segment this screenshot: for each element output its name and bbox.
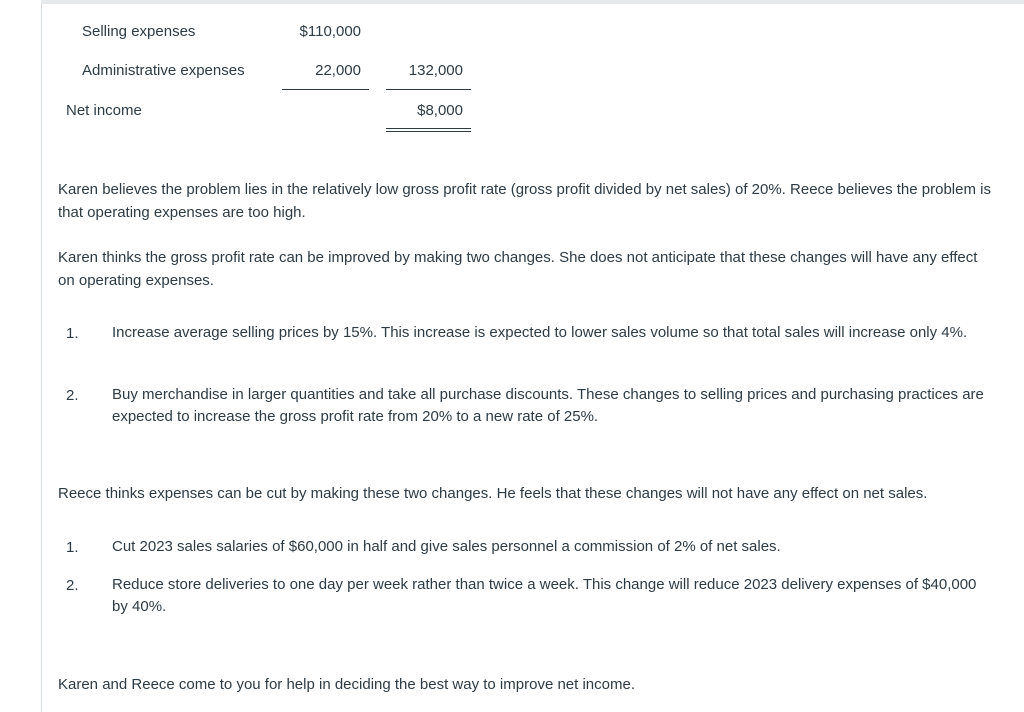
administrative-expenses-amount: 22,000: [315, 62, 361, 79]
total-operating-expenses-amount: 132,000: [408, 62, 463, 79]
content-top-border: [41, 0, 1024, 4]
closing-paragraph: Karen and Reece come to you for help in deciding the best way to improve net income.: [58, 676, 635, 693]
content-left-border: [41, 0, 42, 712]
reece-changes-intro-paragraph: Reece thinks expenses can be cut by making these two changes. He feels that these changes will not have any effect on net sales.: [58, 485, 928, 502]
selling-expenses-amount: $110,000: [299, 23, 361, 40]
list-item-number: 2.: [66, 577, 79, 594]
selling-expenses-label: Selling expenses: [82, 23, 196, 40]
net-income-double-underline-bottom: [386, 131, 471, 132]
list-item-number: 1.: [66, 539, 79, 556]
karen-belief-paragraph: Karen believes the problem lies in the relatively low gross profit rate (gross profit divided by net sales) of 20%. Reece believes the problem is that operating expenses are too high.: [58, 181, 991, 221]
list-item-text: Buy merchandise in larger quantities and take all purchase discounts. These changes to selling prices and purchasing practices are expected to increase the gross profit rate from 20% to a new rate of 25%.: [112, 386, 984, 425]
karen-changes-intro-paragraph: Karen thinks the gross profit rate can be improved by making two changes. She does not anticipate that these changes will have any effect on operating expenses.: [58, 249, 978, 289]
net-income-amount: $8,000: [417, 102, 463, 119]
list-item-number: 2.: [66, 387, 79, 404]
administrative-expenses-label: Administrative expenses: [82, 62, 245, 79]
subtotal-underline: [282, 89, 369, 90]
list-item-text: Increase average selling prices by 15%. This increase is expected to lower sales volume so that total sales will increase only 4%.: [112, 324, 968, 341]
net-income-label: Net income: [66, 102, 142, 119]
list-item-text: Cut 2023 sales salaries of $60,000 in half and give sales personnel a commission of 2% of net sales.: [112, 538, 781, 555]
list-item-text: Reduce store deliveries to one day per week rather than twice a week. This change will reduce 2023 delivery expenses of $40,000 by 40%.: [112, 576, 977, 615]
net-income-double-underline-top: [386, 128, 471, 129]
total-underline: [386, 89, 471, 90]
list-item-number: 1.: [66, 325, 79, 342]
